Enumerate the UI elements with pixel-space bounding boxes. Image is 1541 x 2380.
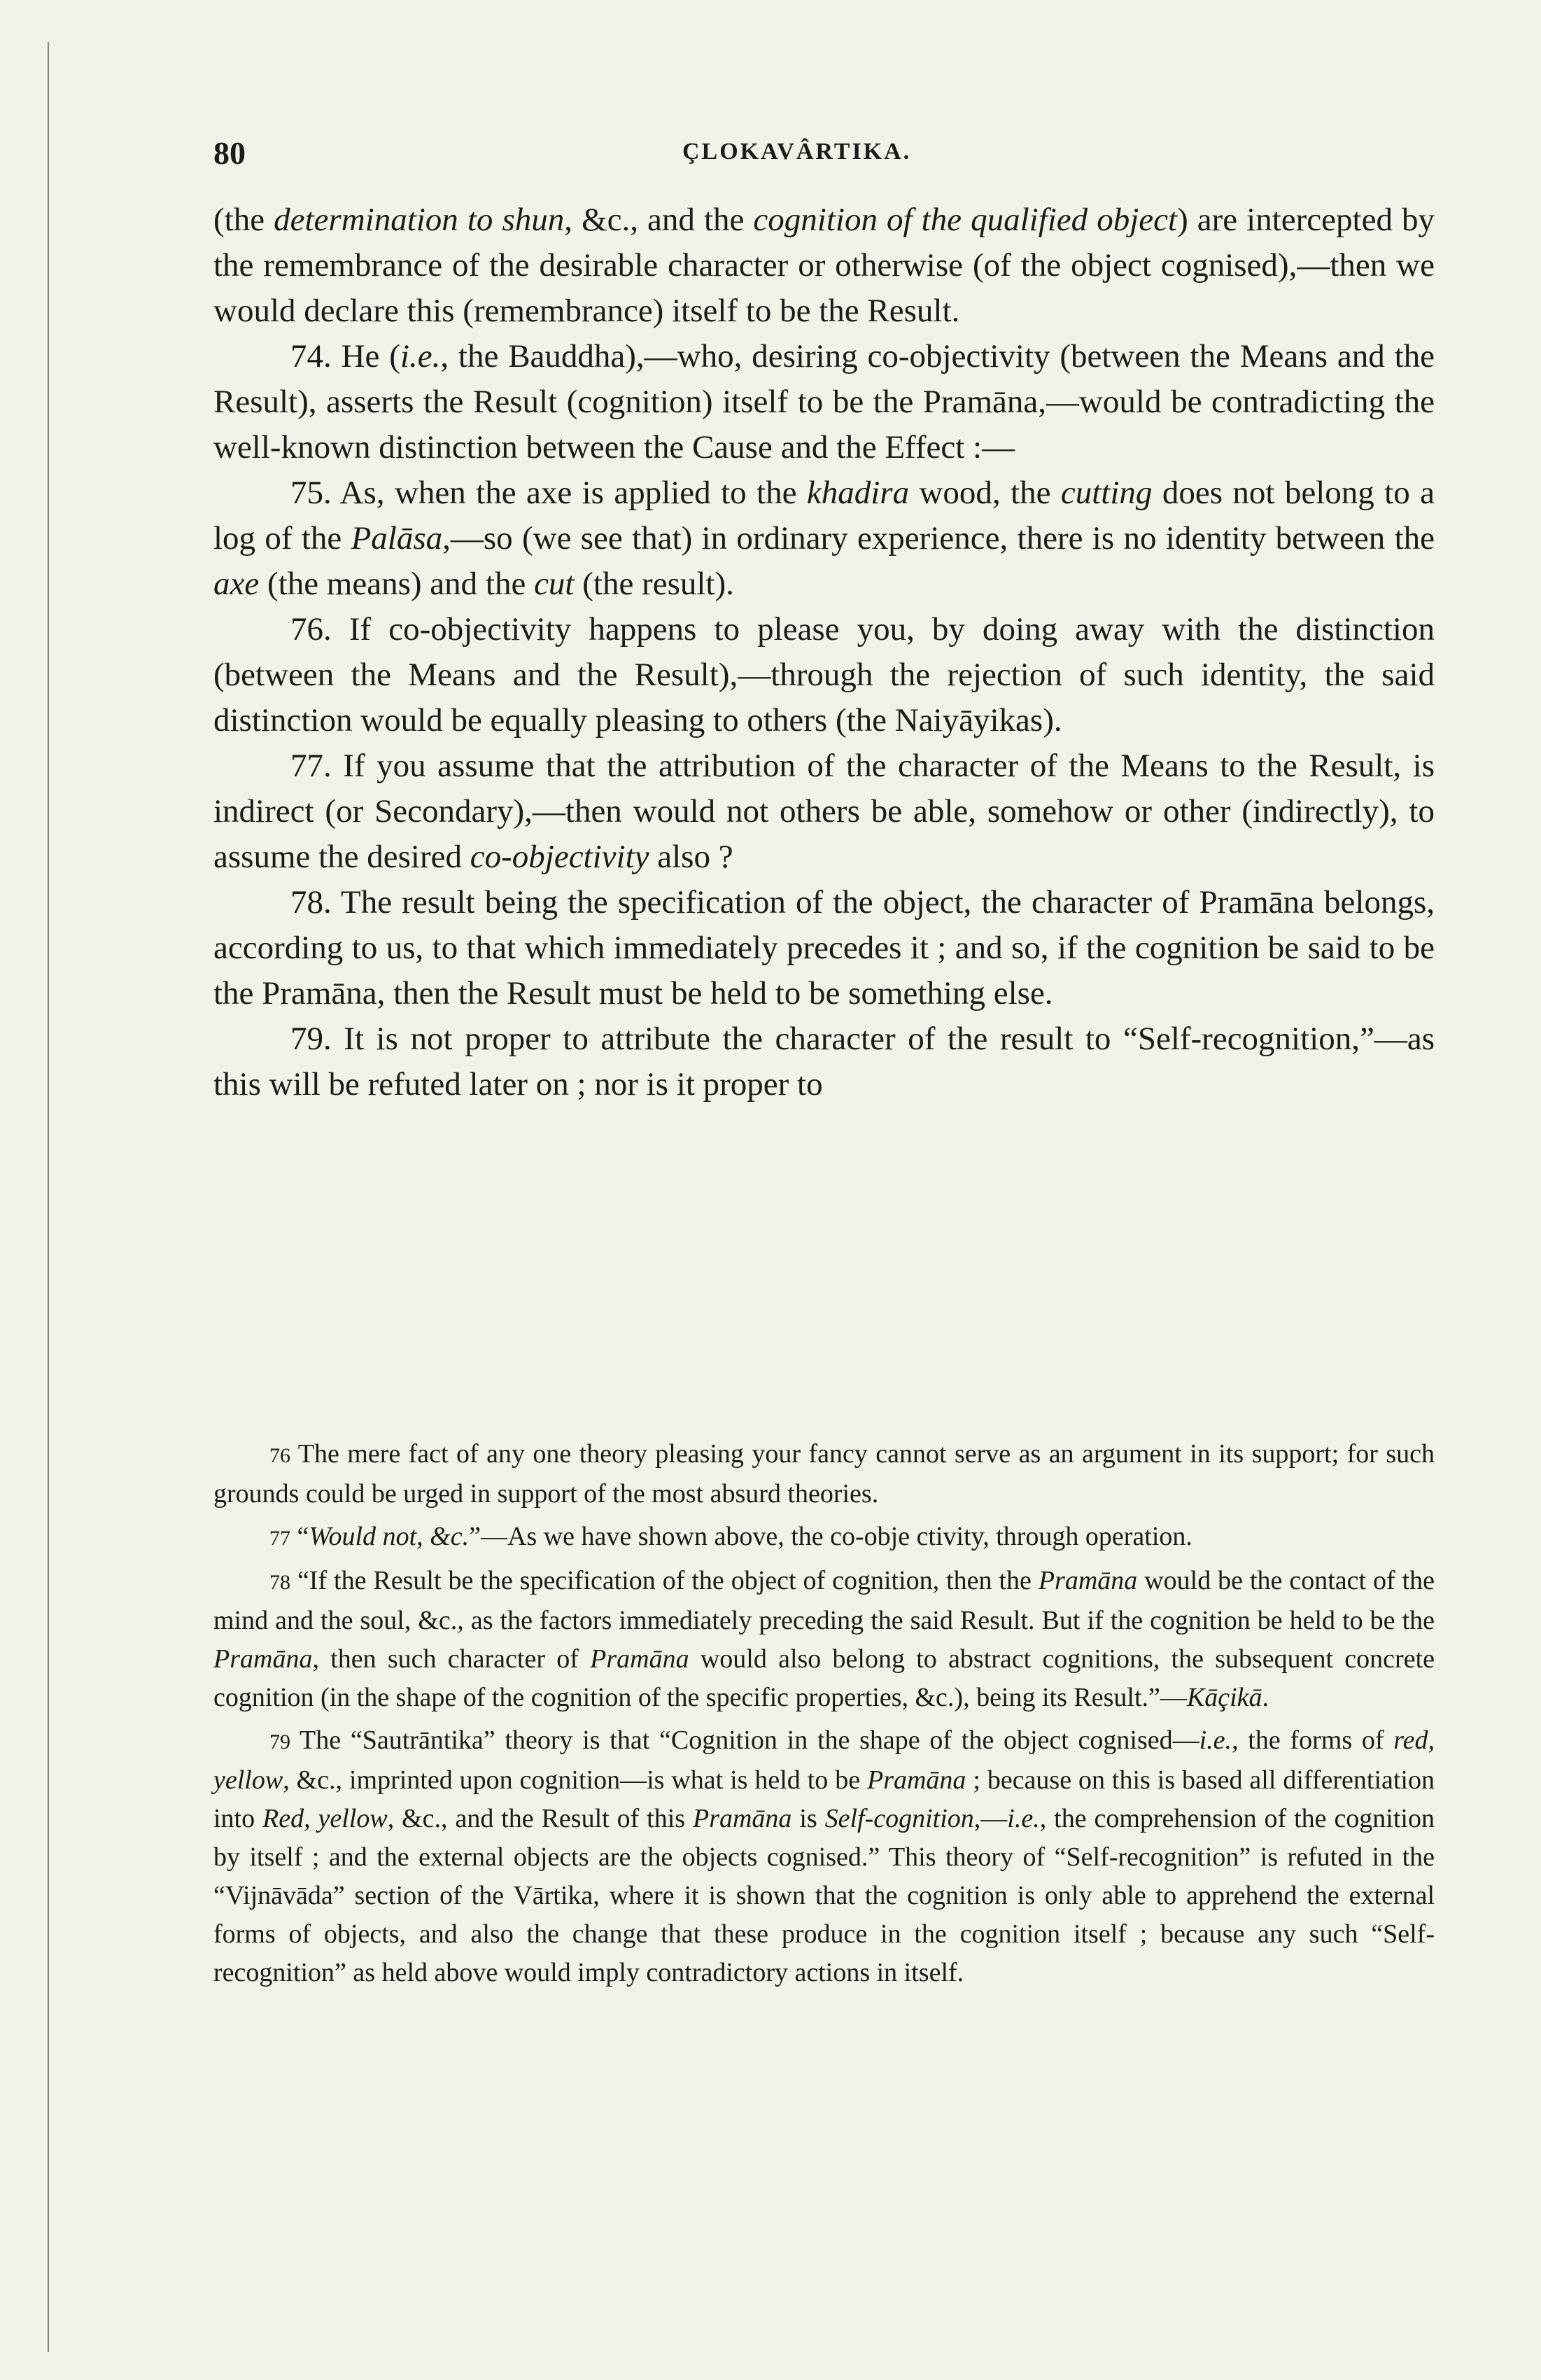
text-run: ) are intercepted by the remembrance of the desirable character or otherwise (of the object cognised),—then we would declare this (remembrance) itself to be the Result. [213,202,1435,329]
text-run: would be the contact of the mind and the soul, &c., as the factors immediately preceding the said Result. But if the cognition be held to be the [213,1566,1435,1635]
text-run: . [1262,1683,1269,1712]
verse-78 [213,880,1435,1016]
italic-run: Would not, &c. [309,1522,470,1551]
text-run: 76. If co-objectivity happens to please you, by doing away with the distinction (between the Means and the Result),—through the rejection of such identity, the said distinction would be equally pleasing to others (the Naiyāyikas). [213,611,1435,738]
footnote-78 [213,1562,1435,1717]
verse-74 [213,334,1435,470]
italic-run: khadira [806,475,910,511]
text-run: , the forms of [1232,1726,1394,1755]
text-run: (the [213,202,274,238]
footnote-number: 78 [269,1571,290,1594]
footnotes [213,1435,1435,1996]
italic-run: cut [534,566,575,602]
page-header [213,134,1431,176]
text-run: also ? [649,839,733,875]
text-run: The mere fact of any one theory pleasing your fancy cannot serve as an argument in its support; for such grounds could be urged in support of the most absurd theories. [213,1439,1435,1508]
text-run: ,—so (we see that) in ordinary experience, there is no identity between the [442,520,1435,556]
text-run: ”—As we have shown above, the co-obje ctivity, through operation. [469,1522,1192,1551]
verse-79 [213,1016,1435,1107]
footnote-number: 79 [269,1730,290,1754]
text-run: 77. If you assume that the attribution of the character of the Means to the Result, is indirect (or Secondary),—then would not others be able, somehow or other (indirectly), to assume the desired [213,748,1435,875]
italic-run: determination to shun [274,202,565,238]
footnote-77 [213,1518,1435,1558]
footnote-76 [213,1435,1435,1513]
text-run: , &c., and the [564,202,754,238]
text-run: , &c., imprinted upon cognition—is what is held to be [283,1765,867,1795]
italic-run: axe [213,566,260,602]
text-run: ; because on this is based all differentiation into [213,1765,1435,1833]
text-run: The “Sautrāntika” theory is that “Cognition in the shape of the object cognised— [290,1726,1199,1755]
italic-run: Pramāna [1038,1566,1138,1595]
text-run: “If the Result be the specification of the object of cognition, then the [290,1566,1039,1595]
text-run: , then such character of [312,1644,591,1674]
page-number: 80 [213,135,246,171]
text-run: would also belong to abstract cognitions, the subsequent concrete cognition (in the shape of the cognition of the specific properties, &c.), being its Result.”— [213,1644,1435,1712]
italic-run: Pramāna [213,1644,313,1674]
footnote-number: 77 [269,1527,290,1550]
text-run: wood, the [909,475,1061,511]
paragraph-continued [213,197,1435,334]
italic-run: i.e. [1199,1726,1232,1755]
text-run: (the result). [574,566,734,602]
footnote-number: 76 [269,1444,290,1467]
italic-run: Kāçikā [1186,1683,1262,1712]
text-run: , &c., and the Result of this [387,1804,693,1833]
text-run: 79. It is not proper to attribute the character of the result to “Self-recognition,”—as this will be refuted later on ; nor is it proper to [213,1021,1435,1102]
italic-run: cognition of the qualified object [753,202,1178,238]
verse-75 [213,470,1435,607]
italic-run: Palāsa [351,520,443,556]
italic-run: Red, yellow [262,1804,388,1833]
italic-run: co-objectivity [470,839,649,875]
italic-run: red, yellow [213,1726,1435,1795]
italic-run: Pramāna [866,1765,966,1795]
text-run: 78. The result being the specification of the object, the character of Pramāna belongs, according to us, to that which immediately precedes it ; and so, if the cognition be said to be the Pramāna, then the Result must be held to be something else. [213,884,1435,1011]
italic-run: i.e. [400,338,441,374]
footnote-79 [213,1721,1435,1992]
text-run: (the means) and the [259,566,535,602]
text-run: 75. As, when the axe is applied to the [290,475,807,511]
italic-run: Pramāna [590,1644,689,1674]
italic-run: i.e. [1007,1804,1040,1833]
text-run: , the Bauddha),—who, desiring co-objectivity (between the Means and the Result), asserts the Result (cognition) itself to be the Pramāna,—would be contradicting the well-known distinction between the Cause and the Effect :— [213,338,1435,465]
text-run: ,— [973,1804,1008,1833]
text-run: “ [290,1522,309,1551]
text-run: 74. He ( [290,338,400,374]
italic-run: Self-cognition [824,1804,974,1833]
text-run: is [791,1804,825,1833]
verse-77 [213,743,1435,880]
running-title: ÇLOKAVÂRTIKA. [682,139,912,164]
main-text [213,197,1435,1107]
verse-76 [213,607,1435,743]
italic-run: Pramāna [692,1804,792,1833]
italic-run: cutting [1060,475,1153,511]
text-run: does not belong to a log of the [213,475,1435,556]
page-gutter-line [48,42,49,2352]
text-run: , the comprehension of the cognition by itself ; and the external objects are the objects cognised.” This theory of “Self-recognition” is refuted in the “Vijnāvāda” section of the Vārtika, where it is shown that the cognition is only able to apprehend the external forms of objects, and also the change that these produce in the cognition itself ; because any such “Self-recognition” as held above would imply contradictory actions in itself. [213,1804,1435,1987]
